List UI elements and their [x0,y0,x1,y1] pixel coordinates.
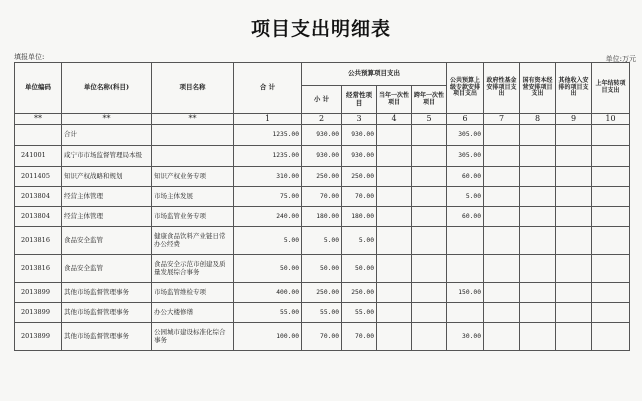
cell-state-capital [520,255,556,283]
cell-superior-special [447,227,484,255]
cell-prior-balance [592,207,630,227]
cell-total: 100.00 [234,323,302,351]
cell-total: 1235.00 [234,125,302,146]
cell-unit-code: 2013804 [15,207,62,227]
cell-one-time-cross [412,255,447,283]
cell-one-time-current [377,303,412,323]
cell-superior-special: 60.00 [447,167,484,187]
cell-subtotal: 55.00 [302,303,342,323]
cell-prior-balance [592,146,630,167]
cell-superior-special [447,303,484,323]
table-row [15,303,630,323]
cell-total: 75.00 [234,187,302,207]
header-prior-balance: 上年结转项目支出 [592,63,630,114]
cell-regular: 250.00 [342,167,377,187]
cell-superior-special: 5.00 [447,187,484,207]
cell-subtotal: 70.00 [302,187,342,207]
cell-project-name: 办公大楼修缮 [152,303,234,323]
cell-other-income [556,255,592,283]
cell-unit-code [15,125,62,146]
cell-unit-name: 合计 [62,125,152,146]
cell-subtotal: 250.00 [302,283,342,303]
header-regular: 经常性项目 [342,86,377,114]
header-gov-fund: 政府性基金安排项目支出 [484,63,520,114]
cell-project-name: 健康食品饮料产业链日常办公经费 [152,227,234,255]
cell-unit-code: 241001 [15,146,62,167]
cell-state-capital [520,167,556,187]
cell-gov-fund [484,167,520,187]
table-row [15,323,630,351]
project-expenditure-table [14,62,630,351]
header-project-name: 项目名称 [152,63,234,114]
cell-one-time-cross [412,125,447,146]
cell-other-income [556,187,592,207]
cell-project-name: 知识产权业务专项 [152,167,234,187]
cell-one-time-cross [412,323,447,351]
cell-other-income [556,207,592,227]
cell-gov-fund [484,323,520,351]
cell-other-income [556,167,592,187]
cell-state-capital [520,207,556,227]
col-number: 3 [342,114,377,125]
cell-prior-balance [592,255,630,283]
cell-gov-fund [484,283,520,303]
header-other-income: 其他收入安排的项目支出 [556,63,592,114]
cell-regular: 930.00 [342,146,377,167]
cell-other-income [556,125,592,146]
cell-unit-name: 经营主体管理 [62,187,152,207]
header-superior-special: 公共预算上级专款安排项目支出 [447,63,484,114]
table-row [15,187,630,207]
cell-prior-balance [592,227,630,255]
header-public-budget: 公共预算项目支出 [302,63,447,86]
cell-regular: 250.00 [342,283,377,303]
cell-unit-name: 咸宁市市场监督管理局本级 [62,146,152,167]
cell-project-name: 市场主体发展 [152,187,234,207]
header-state-capital: 国有资本经营安排项目支出 [520,63,556,114]
cell-one-time-current [377,207,412,227]
cell-unit-name: 其他市场监督管理事务 [62,283,152,303]
cell-prior-balance [592,187,630,207]
table-body [15,125,630,351]
col-number: 2 [302,114,342,125]
cell-total: 310.00 [234,167,302,187]
cell-one-time-current [377,227,412,255]
cell-subtotal: 70.00 [302,323,342,351]
cell-state-capital [520,187,556,207]
col-number: 8 [520,114,556,125]
cell-superior-special: 305.00 [447,125,484,146]
cell-one-time-cross [412,167,447,187]
cell-state-capital [520,323,556,351]
cell-regular: 930.00 [342,125,377,146]
cell-prior-balance [592,303,630,323]
cell-total: 240.00 [234,207,302,227]
cell-unit-name: 其他市场监督管理事务 [62,323,152,351]
cell-prior-balance [592,323,630,351]
cell-one-time-current [377,283,412,303]
cell-regular: 50.00 [342,255,377,283]
header-unit-name: 单位名称(科目) [62,63,152,114]
col-number: 4 [377,114,412,125]
col-number: ** [15,114,62,125]
cell-prior-balance [592,125,630,146]
cell-one-time-cross [412,283,447,303]
cell-unit-name: 知识产权战略和规划 [62,167,152,187]
cell-unit-code: 2013816 [15,255,62,283]
cell-state-capital [520,283,556,303]
currency-unit-label: 单位:万元 [605,55,636,63]
cell-superior-special: 60.00 [447,207,484,227]
cell-prior-balance [592,167,630,187]
page-title: 项目支出明细表 [250,18,391,40]
cell-superior-special [447,255,484,283]
cell-state-capital [520,303,556,323]
cell-state-capital [520,146,556,167]
cell-unit-code: 2011405 [15,167,62,187]
cell-one-time-current [377,323,412,351]
reporting-unit-label: 填报单位: [14,53,45,61]
col-number: 7 [484,114,520,125]
cell-other-income [556,303,592,323]
cell-unit-name: 食品安全监管 [62,255,152,283]
cell-one-time-current [377,167,412,187]
header-total: 合 计 [234,63,302,114]
cell-one-time-current [377,125,412,146]
cell-subtotal: 50.00 [302,255,342,283]
cell-one-time-cross [412,227,447,255]
cell-regular: 55.00 [342,303,377,323]
cell-one-time-current [377,255,412,283]
table-row [15,227,630,255]
cell-unit-code: 2013899 [15,303,62,323]
cell-project-name: 市场监管业务专项 [152,207,234,227]
cell-subtotal: 5.00 [302,227,342,255]
cell-unit-code: 2013899 [15,323,62,351]
cell-subtotal: 930.00 [302,146,342,167]
cell-gov-fund [484,255,520,283]
col-number: ** [152,114,234,125]
col-number: 10 [592,114,630,125]
cell-unit-name: 其他市场监督管理事务 [62,303,152,323]
cell-gov-fund [484,207,520,227]
table-row [15,167,630,187]
cell-unit-name: 食品安全监管 [62,227,152,255]
cell-state-capital [520,125,556,146]
cell-gov-fund [484,303,520,323]
cell-project-name: 公园城市建设标准化综合事务 [152,323,234,351]
col-number: 9 [556,114,592,125]
cell-regular: 5.00 [342,227,377,255]
cell-total: 50.00 [234,255,302,283]
cell-one-time-cross [412,303,447,323]
cell-one-time-cross [412,146,447,167]
cell-other-income [556,323,592,351]
col-number: ** [62,114,152,125]
col-number: 6 [447,114,484,125]
cell-one-time-current [377,187,412,207]
cell-regular: 70.00 [342,323,377,351]
cell-project-name: 食品安全示范市创建及质量发展综合事务 [152,255,234,283]
header-row-1 [15,63,630,86]
cell-other-income [556,227,592,255]
cell-subtotal: 180.00 [302,207,342,227]
col-number: 5 [412,114,447,125]
cell-one-time-cross [412,187,447,207]
cell-superior-special: 30.00 [447,323,484,351]
cell-prior-balance [592,283,630,303]
cell-total: 400.00 [234,283,302,303]
cell-project-name: 市场监管维检专项 [152,283,234,303]
column-number-row [15,114,630,125]
header-one-time-cross: 跨年一次性项目 [412,86,447,114]
cell-project-name [152,125,234,146]
cell-subtotal: 930.00 [302,125,342,146]
table-row [15,255,630,283]
table-row [15,207,630,227]
cell-total: 5.00 [234,227,302,255]
header-unit-code: 单位编码 [15,63,62,114]
cell-unit-code: 2013899 [15,283,62,303]
cell-other-income [556,283,592,303]
col-number: 1 [234,114,302,125]
cell-one-time-cross [412,207,447,227]
cell-superior-special: 150.00 [447,283,484,303]
cell-gov-fund [484,146,520,167]
cell-superior-special: 305.00 [447,146,484,167]
table-row [15,146,630,167]
cell-regular: 180.00 [342,207,377,227]
cell-subtotal: 250.00 [302,167,342,187]
table-row [15,125,630,146]
cell-regular: 70.00 [342,187,377,207]
cell-gov-fund [484,187,520,207]
cell-total: 1235.00 [234,146,302,167]
cell-total: 55.00 [234,303,302,323]
cell-gov-fund [484,227,520,255]
header-subtotal: 小 计 [302,86,342,114]
cell-state-capital [520,227,556,255]
cell-one-time-current [377,146,412,167]
cell-gov-fund [484,125,520,146]
table-row [15,283,630,303]
cell-unit-code: 2013816 [15,227,62,255]
header-one-time-current: 当年一次性项目 [377,86,412,114]
cell-unit-code: 2013804 [15,187,62,207]
cell-other-income [556,146,592,167]
cell-unit-name: 经营主体管理 [62,207,152,227]
cell-project-name [152,146,234,167]
